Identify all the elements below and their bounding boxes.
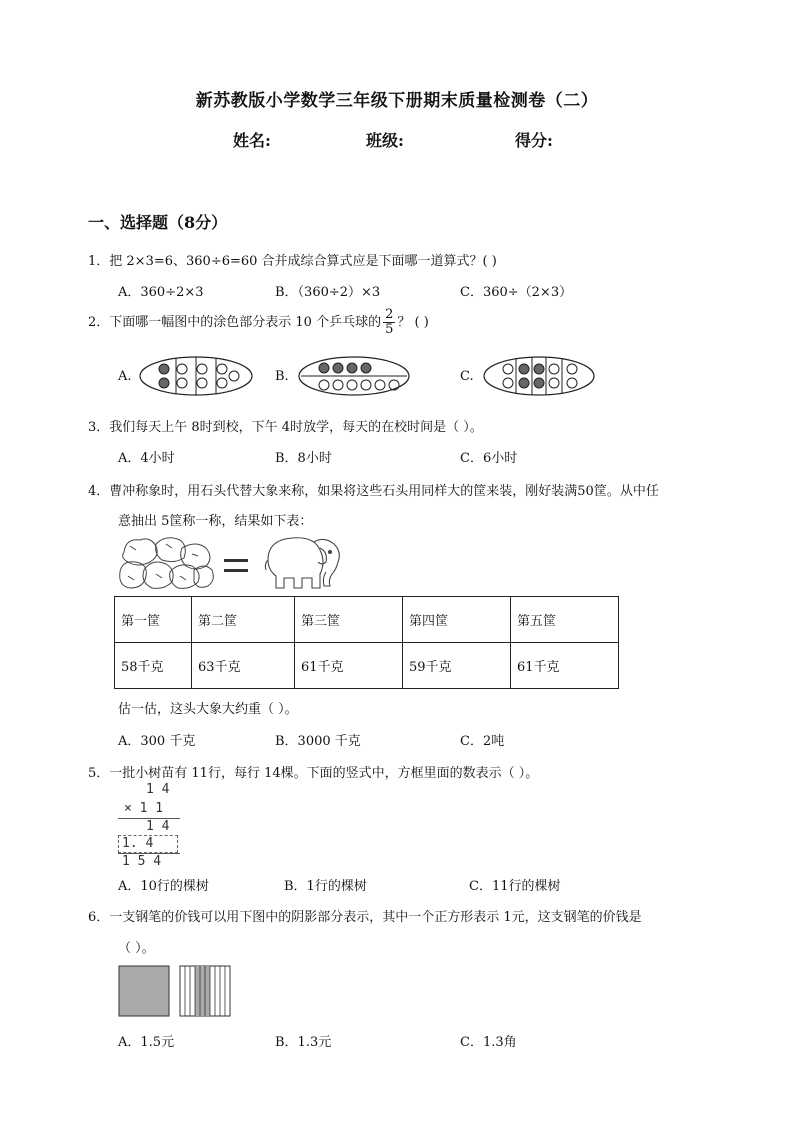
score-label: 得分:	[515, 131, 553, 150]
table-cell: 63千克	[192, 643, 295, 689]
question-6-line2: （ ）。	[118, 941, 155, 956]
fraction	[383, 308, 395, 337]
table-header-cell: 第五筐	[511, 597, 619, 643]
question-6-line1: 6．一支钢笔的价钱可以用下图中的阴影部分表示，其中一个正方形表示 1元，这支钢笔的价钱是	[88, 910, 642, 925]
table-header-cell: 第二筐	[192, 597, 295, 643]
table-cell: 61千克	[295, 643, 403, 689]
q1-option-b: B．（360÷2）×3	[275, 285, 381, 300]
section-heading: 一、选择题（8分）	[88, 213, 228, 232]
q4-option-b: B．3000 千克	[275, 734, 361, 749]
q2-option-b-label: B.	[275, 369, 289, 384]
basket-weight-table	[114, 596, 619, 689]
q1-option-c: C．360÷（2×3）	[460, 285, 573, 300]
question-2	[88, 308, 429, 337]
q2-text-after: ？ ( )	[397, 315, 429, 330]
q5-option-b: B．1行的棵树	[284, 879, 367, 894]
question-1: 1．把 2×3=6、360÷6=60 合并成综合算式应是下面哪一道算式？( )	[88, 254, 497, 269]
table-header-cell: 第三筐	[295, 597, 403, 643]
table-cell: 61千克	[511, 643, 619, 689]
q6-option-c: C．1.3角	[460, 1035, 517, 1050]
q5-option-a: A．10行的棵树	[118, 879, 209, 894]
ball-oval-c	[482, 355, 596, 397]
question-4-line2: 意抽出 5筐称一称，结果如下表：	[118, 514, 313, 529]
vertical-partial-1: 1 4	[146, 819, 170, 834]
q4-option-c: C．2吨	[460, 734, 505, 749]
exam-title: 新苏教版小学数学三年级下册期末质量检测卷（二）	[195, 91, 599, 111]
q3-option-b: B．8小时	[275, 451, 332, 466]
q1-option-a: A．360÷2×3	[118, 285, 204, 300]
question-4-line1: 4．曹冲称象时，用石头代替大象来称，如果将这些石头用同样大的筐来装，刚好装满50筐。从中任	[88, 484, 659, 499]
q3-option-a: A．4小时	[118, 451, 175, 466]
q2-option-c-label: C.	[460, 369, 474, 384]
ball-oval-a	[138, 355, 254, 397]
q2-option-a-label: A.	[118, 369, 132, 384]
table-header-cell: 第四筐	[403, 597, 511, 643]
table-cell: 58千克	[115, 643, 192, 689]
full-shaded-square	[118, 965, 172, 1017]
fraction-numerator: 2	[385, 307, 394, 322]
question-3: 3．我们每天上午 8时到校，下午 4时放学，每天的在校时间是（ ）。	[88, 420, 483, 435]
table-header-row	[115, 597, 619, 643]
q2-text-before: 2．下面哪一幅图中的涂色部分表示 10 个乒乓球的	[88, 315, 382, 330]
table-header-cell: 第一筐	[115, 597, 192, 643]
vertical-multiplier: × 1 1	[124, 801, 164, 816]
fraction-denominator: 5	[385, 322, 394, 337]
q3-option-c: C．6小时	[460, 451, 518, 466]
q6-option-b: B．1.3元	[275, 1035, 332, 1050]
stones-illustration	[116, 532, 216, 592]
vertical-product: 1 5 4	[122, 854, 162, 869]
q5-option-c: C．11行的棵树	[469, 879, 561, 894]
name-label: 姓名:	[233, 131, 271, 150]
q4-option-a: A．300 千克	[118, 734, 196, 749]
vertical-partial-2: 1. 4	[122, 836, 154, 851]
equals-sign	[222, 556, 250, 576]
question-5: 5．一批小树苗有 11行，每行 14棵。下面的竖式中，方框里面的数表示（ ）。	[88, 766, 539, 781]
q4-estimate: 估一估，这头大象大约重（ ）。	[118, 702, 298, 717]
striped-square	[179, 965, 233, 1017]
class-label: 班级:	[366, 131, 404, 150]
q6-option-a: A．1.5元	[118, 1035, 175, 1050]
vertical-multiplicand: 1 4	[146, 782, 170, 797]
table-cell: 59千克	[403, 643, 511, 689]
elephant-illustration	[262, 532, 346, 592]
ball-oval-b	[297, 355, 411, 397]
table-row	[115, 643, 619, 689]
